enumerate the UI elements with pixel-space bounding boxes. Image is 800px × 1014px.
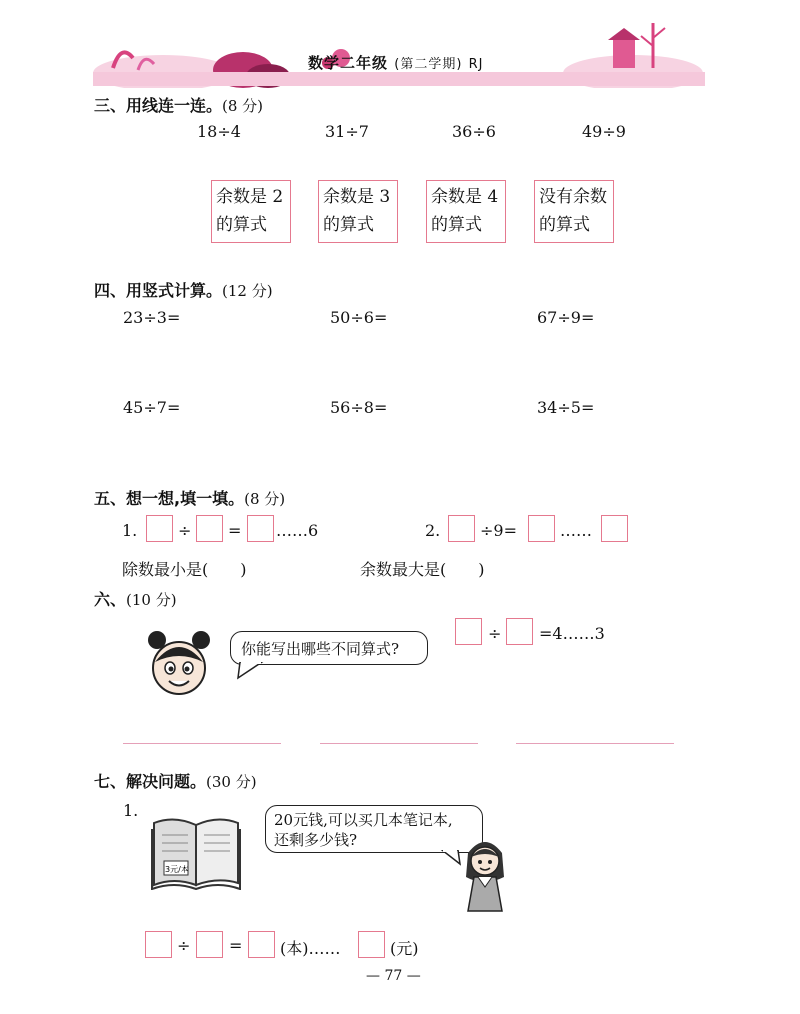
header-bar	[93, 72, 705, 86]
cat1-line1: 余数是 2	[216, 187, 284, 207]
section3-points: (8 分)	[222, 97, 264, 115]
page-number: — 77 —	[366, 968, 421, 984]
header-title	[308, 52, 484, 73]
cat1-line2: 的算式	[216, 215, 267, 235]
s7-box-dividend[interactable]	[145, 931, 172, 958]
section6-points: (10 分)	[126, 591, 177, 609]
s5-q2-div: ÷9=	[480, 521, 517, 540]
s5-q2-dots: ……	[560, 521, 592, 540]
cat2-line1: 余数是 3	[323, 187, 391, 207]
section4-title-text: 四、用竖式计算。	[94, 281, 223, 300]
s3-category-4[interactable]	[534, 180, 614, 243]
s4-expr-3: 67÷9=	[537, 308, 595, 327]
s5-q2-box-dividend[interactable]	[448, 515, 475, 542]
header-edition: RJ	[468, 57, 484, 72]
header-subtitle: (第二学期)	[394, 57, 463, 72]
s7-unit1: (本)……	[280, 939, 341, 958]
section3-title-text: 三、用线连一连。	[94, 96, 223, 115]
s3-category-3[interactable]	[426, 180, 506, 243]
s5-q2-num: 2.	[425, 521, 441, 540]
s7-box-divisor[interactable]	[196, 931, 223, 958]
s3-expr-1: 18÷4	[197, 122, 241, 141]
s5-q2-box-quotient[interactable]	[528, 515, 555, 542]
section7-points: (30 分)	[206, 773, 257, 791]
s7-speech-line1: 20元钱,可以买几本笔记本,	[274, 811, 453, 829]
s4-expr-6: 34÷5=	[537, 398, 595, 417]
s6-speech-text: 你能写出哪些不同算式?	[241, 640, 400, 658]
s7-box-remainder[interactable]	[358, 931, 385, 958]
s6-div: ÷	[488, 624, 502, 643]
section3-title	[94, 93, 263, 116]
section6-title-text: 六、	[94, 590, 127, 609]
s5-q1-box-divisor[interactable]	[196, 515, 223, 542]
s3-expr-3: 36÷6	[452, 122, 496, 141]
s3-expr-2: 31÷7	[325, 122, 369, 141]
notebook-illustration	[150, 815, 242, 890]
s4-expr-2: 50÷6=	[330, 308, 388, 327]
s5-q1-box-quotient[interactable]	[247, 515, 274, 542]
s7-eq: =	[229, 936, 243, 955]
cat3-line2: 的算式	[431, 215, 482, 235]
s3-category-2[interactable]	[318, 180, 398, 243]
section5-points: (8 分)	[244, 490, 286, 508]
s7-speech-bubble	[265, 805, 483, 853]
s6-box-divisor[interactable]	[506, 618, 533, 645]
s4-expr-4: 45÷7=	[123, 398, 181, 417]
section7-title-text: 七、解决问题。	[94, 772, 207, 791]
s6-speech-bubble	[230, 631, 428, 665]
section5-title	[94, 486, 285, 509]
s7-div: ÷	[177, 936, 191, 955]
s6-box-dividend[interactable]	[455, 618, 482, 645]
s6-answer-line-2[interactable]	[320, 743, 478, 744]
s7-speech-tail	[440, 850, 462, 866]
s5-q1-box-dividend[interactable]	[146, 515, 173, 542]
s7-box-quotient[interactable]	[248, 931, 275, 958]
s5-q1-prompt: 除数最小是( )	[122, 560, 247, 579]
girl-face-illustration	[143, 628, 215, 700]
section4-points: (12 分)	[222, 282, 273, 300]
cat3-line1: 余数是 4	[431, 187, 499, 207]
s3-category-1[interactable]	[211, 180, 291, 243]
s6-eq-rest: =4……3	[539, 624, 605, 643]
s7-speech-line2: 还剩多少钱?	[274, 831, 358, 849]
section6-title	[94, 587, 177, 610]
s3-expr-4: 49÷9	[582, 122, 626, 141]
header-title-main: 数学二年级	[308, 54, 389, 72]
s6-answer-line-3[interactable]	[516, 743, 674, 744]
notebook-price: 3元/本	[165, 865, 189, 874]
s6-speech-tail	[236, 662, 266, 680]
section5-title-text: 五、想一想,填一填。	[94, 489, 245, 508]
s7-q1-num: 1.	[123, 801, 139, 820]
s5-q1-eq: =	[228, 521, 242, 540]
s5-q1-num: 1.	[122, 521, 138, 540]
s6-answer-line-1[interactable]	[123, 743, 281, 744]
s5-q2-prompt: 余数最大是( )	[360, 560, 485, 579]
s4-expr-5: 56÷8=	[330, 398, 388, 417]
cat4-line1: 没有余数	[539, 187, 607, 207]
s5-q1-div: ÷	[178, 521, 192, 540]
s5-q2-box-remainder[interactable]	[601, 515, 628, 542]
cat2-line2: 的算式	[323, 215, 374, 235]
section4-title	[94, 278, 273, 301]
s7-unit2: (元)	[390, 939, 419, 958]
cat4-line2: 的算式	[539, 215, 590, 235]
s4-expr-1: 23÷3=	[123, 308, 181, 327]
section7-title	[94, 769, 257, 792]
s5-q1-rem: ……6	[276, 521, 319, 540]
girl-student-illustration	[460, 835, 510, 915]
